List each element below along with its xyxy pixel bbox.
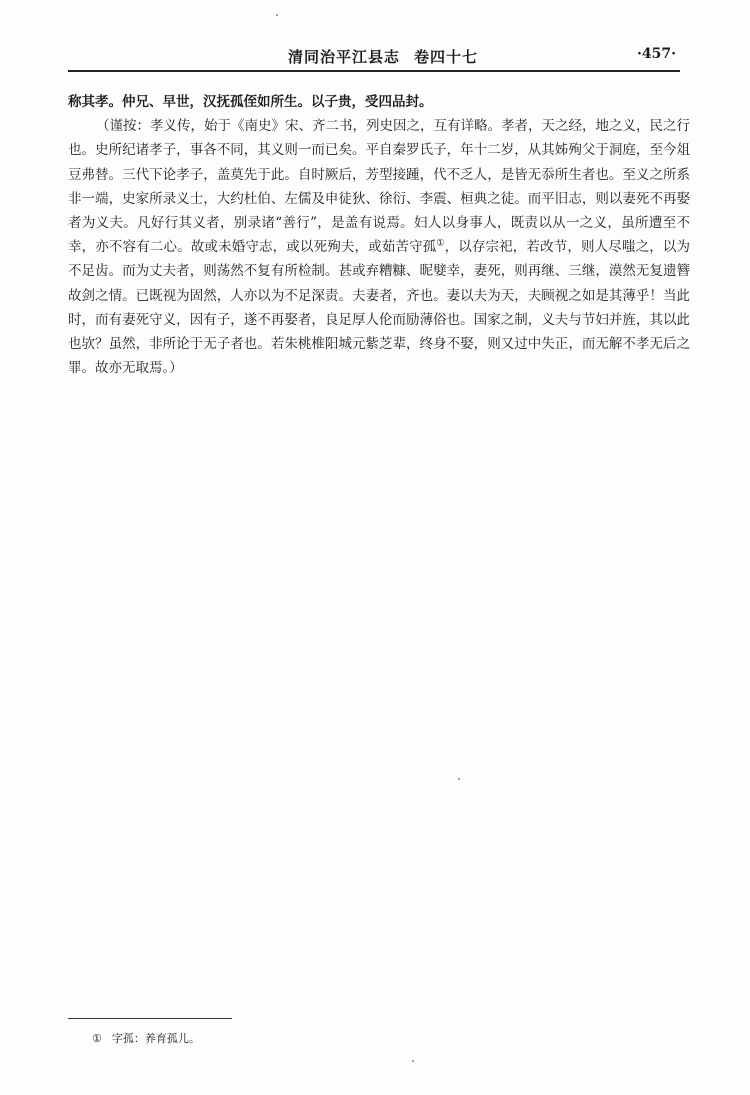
book-title: 清同治平江县志: [288, 48, 401, 66]
scan-speck: [458, 778, 460, 780]
page-number: ·457·: [637, 46, 676, 62]
header-rule: [68, 70, 680, 72]
header-title: [288, 46, 478, 67]
scan-speck: [412, 1060, 414, 1062]
editorial-note-paragraph: [68, 114, 690, 380]
footnote: [92, 1030, 200, 1046]
note-text-part-1: （谨按：孝义传，始于《南史》宋、齐二书，列史因之，互有详略。孝者，天之经，地之义，民之行也。史所纪诸孝子，事各不同，其义则一而已矣。平自秦罗氏子，年十二岁，从其姊殉父于洞庭，至今俎豆弗替。三代下论孝子，盖莫先于此。自时厥后，芳型接踵，代不乏人，是皆无忝所生者也。至义之所系非一端，史家所录义士，大约杜伯、左儒及申徒狄、徐衍、李震、桓典之徒。而平旧志，则以妻死不再娶者为义夫。凡好行其义者，别录诸“善行”，是盖有说焉。妇人以身事人，既责以从一之义，虽所遭至不幸，亦不容有二心。故或未婚守志，或以死殉夫，或茹苦守孤: [68, 118, 690, 256]
footnote-reference[interactable]: ①: [436, 238, 445, 249]
main-text: [68, 90, 690, 380]
volume-label: 卷四十七: [414, 48, 479, 66]
lead-paragraph: 称其孝。仲兄、早世，汉抚孤侄如所生。以子贵，受四品封。: [68, 94, 433, 110]
footnote-rule: [68, 1018, 232, 1019]
footnote-text: 字孤：养育孤儿。: [111, 1032, 200, 1045]
footnote-mark: ①: [92, 1032, 102, 1045]
note-text-part-2: ，以存宗祀，若改节，则人尽嗤之，以为不足齿。而为丈夫者，则荡然不复有所检制。甚或弃糟糠、昵嬖幸，妻死，则再继、三继，漠然无复遗簪故剑之情。已既视为固然，人亦以为不足深责。夫妻者，齐也。妻以夫为天，夫顾视之如是其薄乎！当此时，而有妻死守义，因有子，遂不再娶者，良足厚人伦而励薄俗也。国家之制，义夫与节妇并旌，其以此也欤？虽然，非所论于无子者也。若朱桃椎阳城元紫芝辈，终身不娶，则又过中失正，而无解不孝无后之罪。故亦无取焉。）: [68, 239, 691, 377]
running-header: [68, 40, 680, 74]
scan-speck: [276, 14, 278, 16]
